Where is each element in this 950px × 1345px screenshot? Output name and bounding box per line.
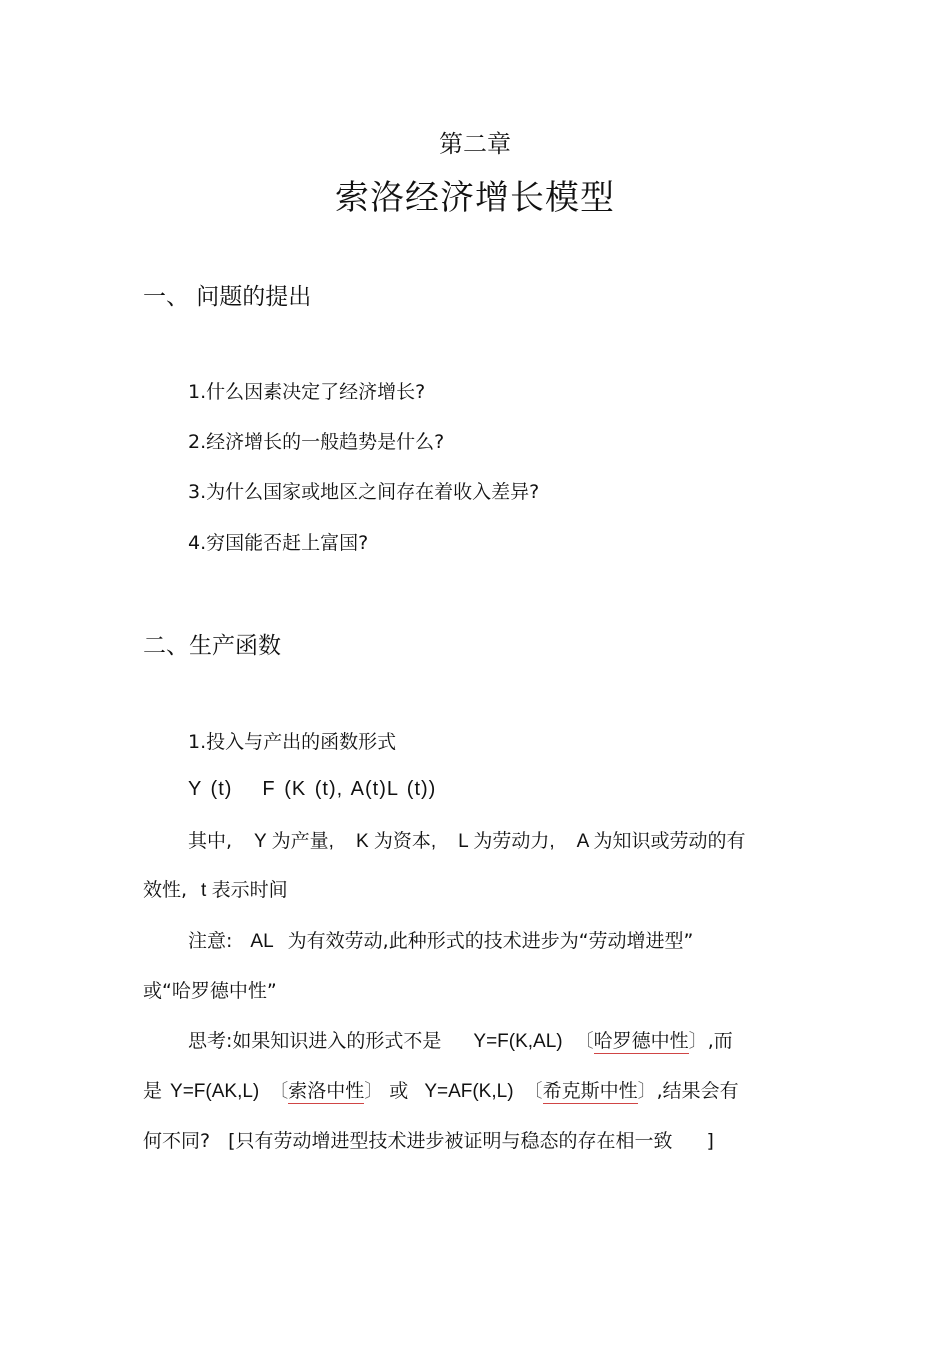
formula-rhs: F (K (t), A(t)L (t)) xyxy=(262,778,437,800)
note-text: AL xyxy=(250,931,274,952)
definition-text: K 为资本, xyxy=(355,831,437,852)
think-line-1 xyxy=(188,1029,733,1054)
chapter-label: 第二章 xyxy=(439,130,511,158)
hicks-neutral-term: 希克斯中性 xyxy=(542,1080,638,1102)
formula-lhs: Y (t) xyxy=(188,778,233,800)
question-4: 4.穷国能否赶上富国? xyxy=(188,532,369,554)
think-line-3 xyxy=(143,1129,714,1153)
think-text: 思考:如果知识进入的形式不是 xyxy=(188,1030,442,1052)
note-text: 为有效劳动,此种形式的技术进步为“劳动增进型” xyxy=(287,930,694,952)
think-text: ,而 xyxy=(707,1030,733,1052)
bracket: 〔 xyxy=(574,1030,594,1052)
subheading-production-function: 1.投入与产出的函数形式 xyxy=(188,731,397,753)
definition-text: L 为劳动力, xyxy=(458,831,555,852)
definition-text: A 为知识或劳动的有 xyxy=(576,831,746,852)
definition-text: 效性, xyxy=(143,879,188,901)
think-text: 是 xyxy=(143,1080,163,1102)
definition-line-2 xyxy=(143,878,288,903)
chapter-title: 索洛经济增长模型 xyxy=(335,178,615,218)
think-answer: [只有劳动增进型技术进步被证明与稳态的存在相一致 xyxy=(228,1130,673,1152)
question-3: 3.为什么国家或地区之间存在着收入差异? xyxy=(188,481,540,503)
think-formula: Y=F(K,AL) xyxy=(473,1031,563,1052)
solow-neutral-term: 索洛中性 xyxy=(288,1080,365,1102)
definition-text: t 表示时间 xyxy=(201,880,288,901)
bracket: 〔 xyxy=(269,1080,289,1102)
note-text: 注意: xyxy=(188,930,233,952)
question-2: 2.经济增长的一般趋势是什么? xyxy=(188,431,445,453)
question-1: 1.什么因素决定了经济增长? xyxy=(188,381,426,403)
definition-text: 其中, xyxy=(188,830,233,852)
bracket: 〕 xyxy=(364,1080,384,1102)
production-function-formula xyxy=(188,778,436,801)
think-text: ,结果会有 xyxy=(656,1080,739,1102)
section-heading-2: 二、生产函数 xyxy=(143,633,281,659)
think-text: 或 xyxy=(389,1080,409,1102)
note-line-2: 或“哈罗德中性” xyxy=(143,980,277,1002)
section-heading-1: 一、 问题的提出 xyxy=(143,284,312,310)
think-text: 何不同? xyxy=(143,1130,211,1152)
note-line-1 xyxy=(188,929,693,954)
think-formula: Y=F(AK,L) xyxy=(170,1081,260,1102)
think-line-2 xyxy=(143,1079,739,1104)
bracket: 〔 xyxy=(523,1080,543,1102)
definition-line-1 xyxy=(188,829,746,854)
harrod-neutral-term: 哈罗德中性 xyxy=(593,1030,689,1052)
bracket: 〕 xyxy=(688,1030,708,1052)
think-text: ] xyxy=(706,1130,714,1152)
bracket: 〕 xyxy=(637,1080,657,1102)
definition-text: Y 为产量, xyxy=(254,831,334,852)
think-formula: Y=AF(K,L) xyxy=(424,1081,514,1102)
